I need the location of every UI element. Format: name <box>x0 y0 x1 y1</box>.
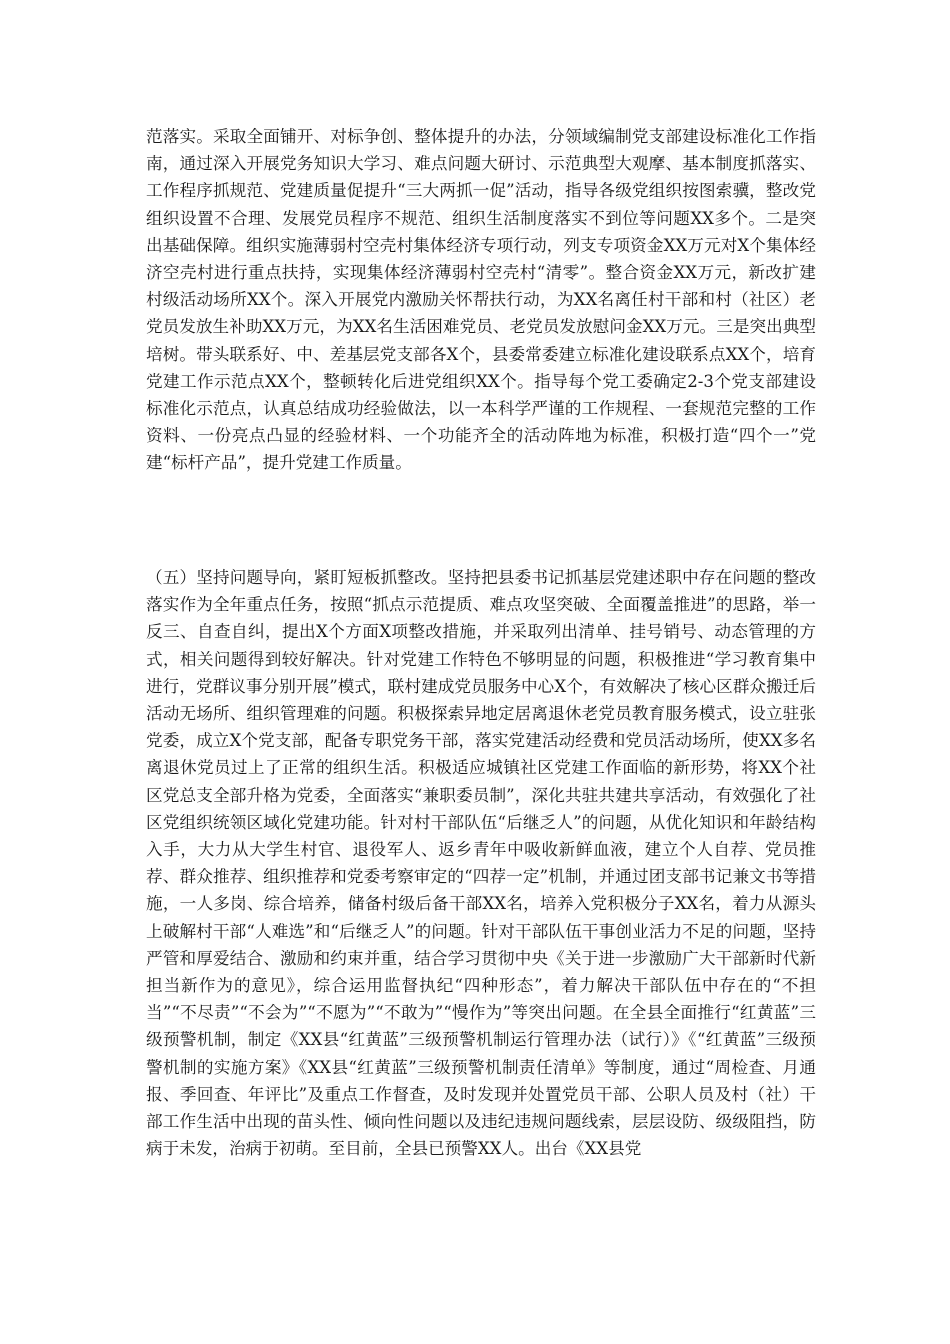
body-paragraph-2: （五）坚持问题导向，紧盯短板抓整改。坚持把县委书记抓基层党建述职中存在问题的整改落实作为全年重点任务，按照“抓点示范提质、难点攻坚突破、全面覆盖推进”的思路，举一反三、自查自纠，提出X个方面X项整改措施，并采取列出清单、挂号销号、动态管理的方式，相关问题得到较好解决。针对党建工作特色不够明显的问题，积极推进“学习教育集中进行，党群议事分别开展”模式，联村建成党员服务中心X个，有效解决了核心区群众搬迁后活动无场所、组织管理难的问题。积极探索异地定居离退休老党员教育服务模式，设立驻张党委，成立X个党支部，配备专职党务干部，落实党建活动经费和党员活动场所，使XX多名离退休党员过上了正常的组织生活。积极适应城镇社区党建工作面临的新形势，将XX个社区党总支全部升格为党委，全面落实“兼职委员制”，深化共驻共建共享活动，有效强化了社区党组织统领区域化党建功能。针对村干部队伍“后继乏人”的问题，从优化知识和年龄结构入手，大力从大学生村官、退役军人、返乡青年中吸收新鲜血液，建立个人自荐、党员推荐、群众推荐、组织推荐和党委考察审定的“四荐一定”机制，并通过团支部书记兼文书等措施，一人多岗、综合培养，储备村级后备干部XX名，培养入党积极分子XX名，着力从源头上破解村干部“人难选”和“后继乏人”的问题。针对干部队伍干事创业活力不足的问题，坚持严管和厚爱结合、激励和约束并重，结合学习贯彻中央《关于进一步激励广大干部新时代新担当新作为的意见》，综合运用监督执纪“四种形态”，着力解决干部队伍中存在的“不担当”“不尽责”“不会为”“不愿为”“不敢为”“慢作为”等突出问题。在全县全面推行“红黄蓝”三级预警机制，制定《XX县“红黄蓝”三级预警机制运行管理办法（试行）》《“红黄蓝”三级预警机制的实施方案》《XX县“红黄蓝”三级预警机制责任清单》等制度，通过“周检查、月通报、季回查、年评比”及重点工作督查，及时发现并处置党员干部、公职人员及村（社）干部工作生活中出现的苗头性、倾向性问题以及违纪违规问题线索，层层设防、级级阻挡，防病于未发，治病于初萌。至目前，全县已预警XX人。出台《XX县党 <box>146 568 816 1159</box>
body-paragraph-1: 范落实。采取全面铺开、对标争创、整体提升的办法，分领域编制党支部建设标准化工作指南，通过深入开展党务知识大学习、难点问题大研讨、示范典型大观摩、基本制度抓落实、工作程序抓规范、党建质量促提升“三大两抓一促”活动，指导各级党组织按图索骥，整改党组织设置不合理、发展党员程序不规范、组织生活制度落实不到位等问题XX多个。二是突出基础保障。组织实施薄弱村空壳村集体经济专项行动，列支专项资金XX万元对X个集体经济空壳村进行重点扶持，实现集体经济薄弱村空壳村“清零”。整合资金XX万元，新改扩建村级活动场所XX个。深入开展党内激励关怀帮扶行动，为XX名离任村干部和村（社区）老党员发放生补助XX万元，为XX名生活困难党员、老党员发放慰问金XX万元。三是突出典型培树。带头联系好、中、差基层党支部各X个，县委常委建立标准化建设联系点XX个，培育党建工作示范点XX个，整顿转化后进党组织XX个。指导每个党工委确定2-3个党支部建设标准化示范点，认真总结成功经验做法，以一本科学严谨的工作规程、一套规范完整的工作资料、一份亮点凸显的经验材料、一个功能齐全的活动阵地为标准，积极打造“四个一”党建“标杆产品”，提升党建工作质量。 <box>146 127 816 473</box>
